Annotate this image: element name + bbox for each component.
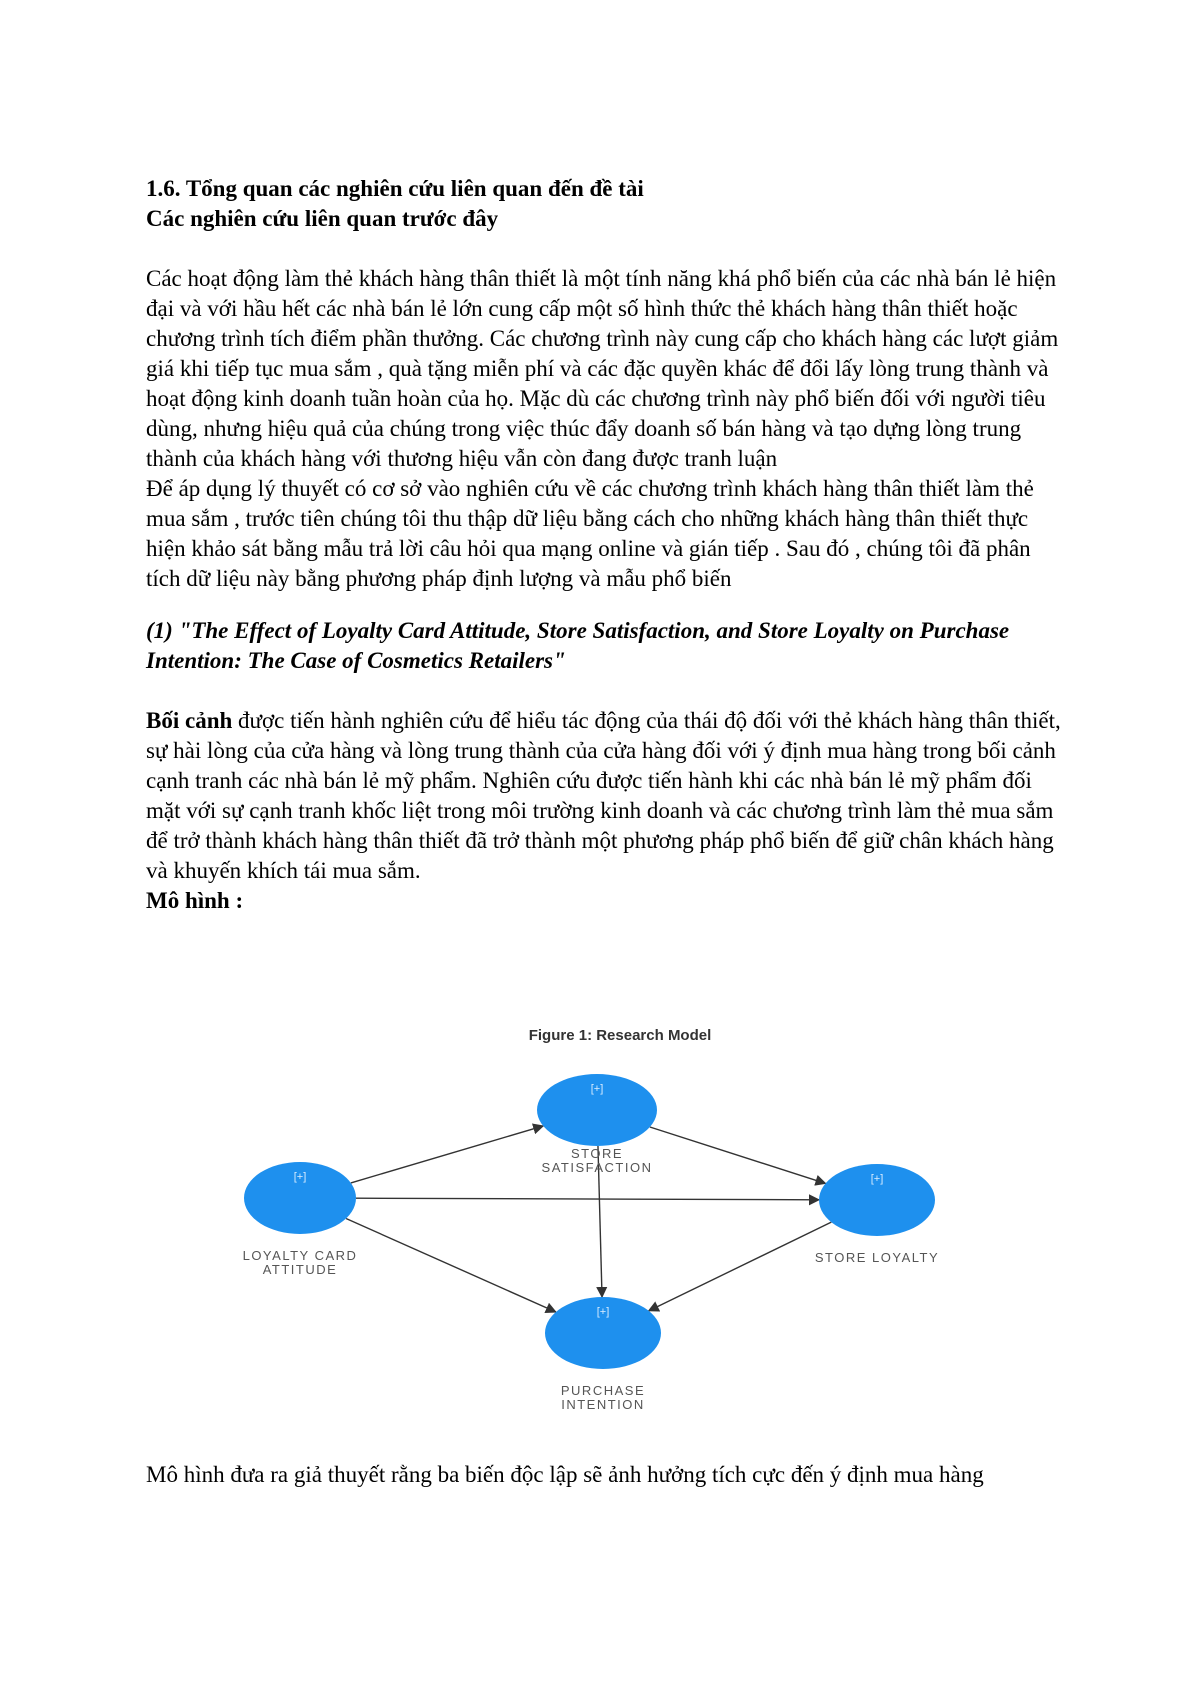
node-purchase-intention-marker: [+]: [596, 1306, 610, 1318]
edge-loyalty-card-to-store-satisfaction: [351, 1126, 543, 1183]
node-store-satisfaction: [537, 1074, 657, 1146]
edge-loyalty-card-to-purchase-intention: [346, 1219, 556, 1313]
label-loyalty-card-line2: ATTITUDE: [262, 1262, 338, 1277]
section-heading: 1.6. Tổng quan các nghiên cứu liên quan đến đề tài: [146, 176, 644, 201]
node-purchase-intention: [545, 1297, 661, 1369]
edge-loyalty-card-to-store-loyalty: [356, 1198, 819, 1200]
conclusion-paragraph: Mô hình đưa ra giả thuyết rằng ba biến độc lập sẽ ảnh hưởng tích cực đến ý định mua hàng: [146, 1462, 984, 1487]
node-loyalty-card-attitude-marker: [+]: [293, 1171, 307, 1183]
node-store-loyalty: [819, 1164, 935, 1236]
research-model-figure: [220, 1020, 1020, 1440]
study-1-title: (1) "The Effect of Loyalty Card Attitude, Store Satisfaction, and Store Loyalty on Purchase Intention: The Case of Cosmetics Retailers": [146, 618, 1010, 673]
label-store-loyalty: STORE LOYALTY: [814, 1250, 940, 1265]
node-loyalty-card-attitude: [244, 1162, 356, 1234]
label-store-satisfaction-line2: SATISFACTION: [541, 1160, 653, 1175]
intro-paragraph-2: Để áp dụng lý thuyết có cơ sở vào nghiên cứu về các chương trình khách hàng thân thiết làm thẻ mua sắm , trước tiên chúng tôi thu thập dữ liệu bằng cách cho những khách hàng thân thiết thực hiện khảo sát bằng mẫu trả lời câu hỏi qua mạng online và gián tiếp . Sau đó , chúng tôi đã phân tích dữ liệu này bằng phương pháp định lượng và mẫu phổ biến: [146, 476, 1034, 591]
label-loyalty-card-line1: LOYALTY CARD: [242, 1248, 358, 1263]
study-1-context: [146, 706, 1066, 886]
label-purchase-intention-line1: PURCHASE: [560, 1383, 646, 1398]
model-label: Mô hình :: [146, 888, 244, 913]
section-subheading: Các nghiên cứu liên quan trước đây: [146, 206, 499, 231]
node-store-satisfaction-marker: [+]: [590, 1083, 604, 1095]
context-text: được tiến hành nghiên cứu để hiểu tác động của thái độ đối với thẻ khách hàng thân thiết, sự hài lòng của cửa hàng và lòng trung thành của cửa hàng đối với ý định mua hàng trong bối cảnh cạnh tranh các nhà bán lẻ mỹ phẩm. Nghiên cứu được tiến hành khi các nhà bán lẻ mỹ phẩm đối mặt với sự cạnh tranh khốc liệt trong môi trường kinh doanh và các chương trình làm thẻ mua sắm để trở thành khách hàng thân thiết đã trở thành một phương pháp phổ biến để giữ chân khách hàng và khuyến khích tái mua sắm.: [146, 708, 1061, 883]
edge-store-satisfaction-to-store-loyalty: [650, 1127, 826, 1183]
figure-title: Figure 1: Research Model: [528, 1027, 712, 1044]
label-purchase-intention-line2: INTENTION: [561, 1397, 645, 1412]
document-body: [146, 174, 1066, 916]
edge-store-loyalty-to-purchase-intention: [649, 1222, 832, 1311]
node-store-loyalty-marker: [+]: [870, 1173, 884, 1185]
context-label: Bối cảnh: [146, 708, 233, 733]
label-store-satisfaction-line1: STORE: [570, 1146, 624, 1161]
research-model-diagram: [220, 1020, 1020, 1440]
intro-paragraph-1: Các hoạt động làm thẻ khách hàng thân thiết là một tính năng khá phổ biến của các nhà bán lẻ hiện đại và với hầu hết các nhà bán lẻ lớn cung cấp một số hình thức thẻ khách hàng thân thiết hoặc chương trình tích điểm phần thưởng. Các chương trình này cung cấp cho khách hàng các lượt giảm giá khi tiếp tục mua sắm , quà tặng miễn phí và các đặc quyền khác để đổi lấy lòng trung thành và hoạt động kinh doanh tuần hoàn của họ. Mặc dù các chương trình này phổ biến đối với người tiêu dùng, nhưng hiệu quả của chúng trong việc thúc đẩy doanh số bán hàng và tạo dựng lòng trung thành của khách hàng với thương hiệu vẫn còn đang được tranh luận: [146, 266, 1059, 471]
